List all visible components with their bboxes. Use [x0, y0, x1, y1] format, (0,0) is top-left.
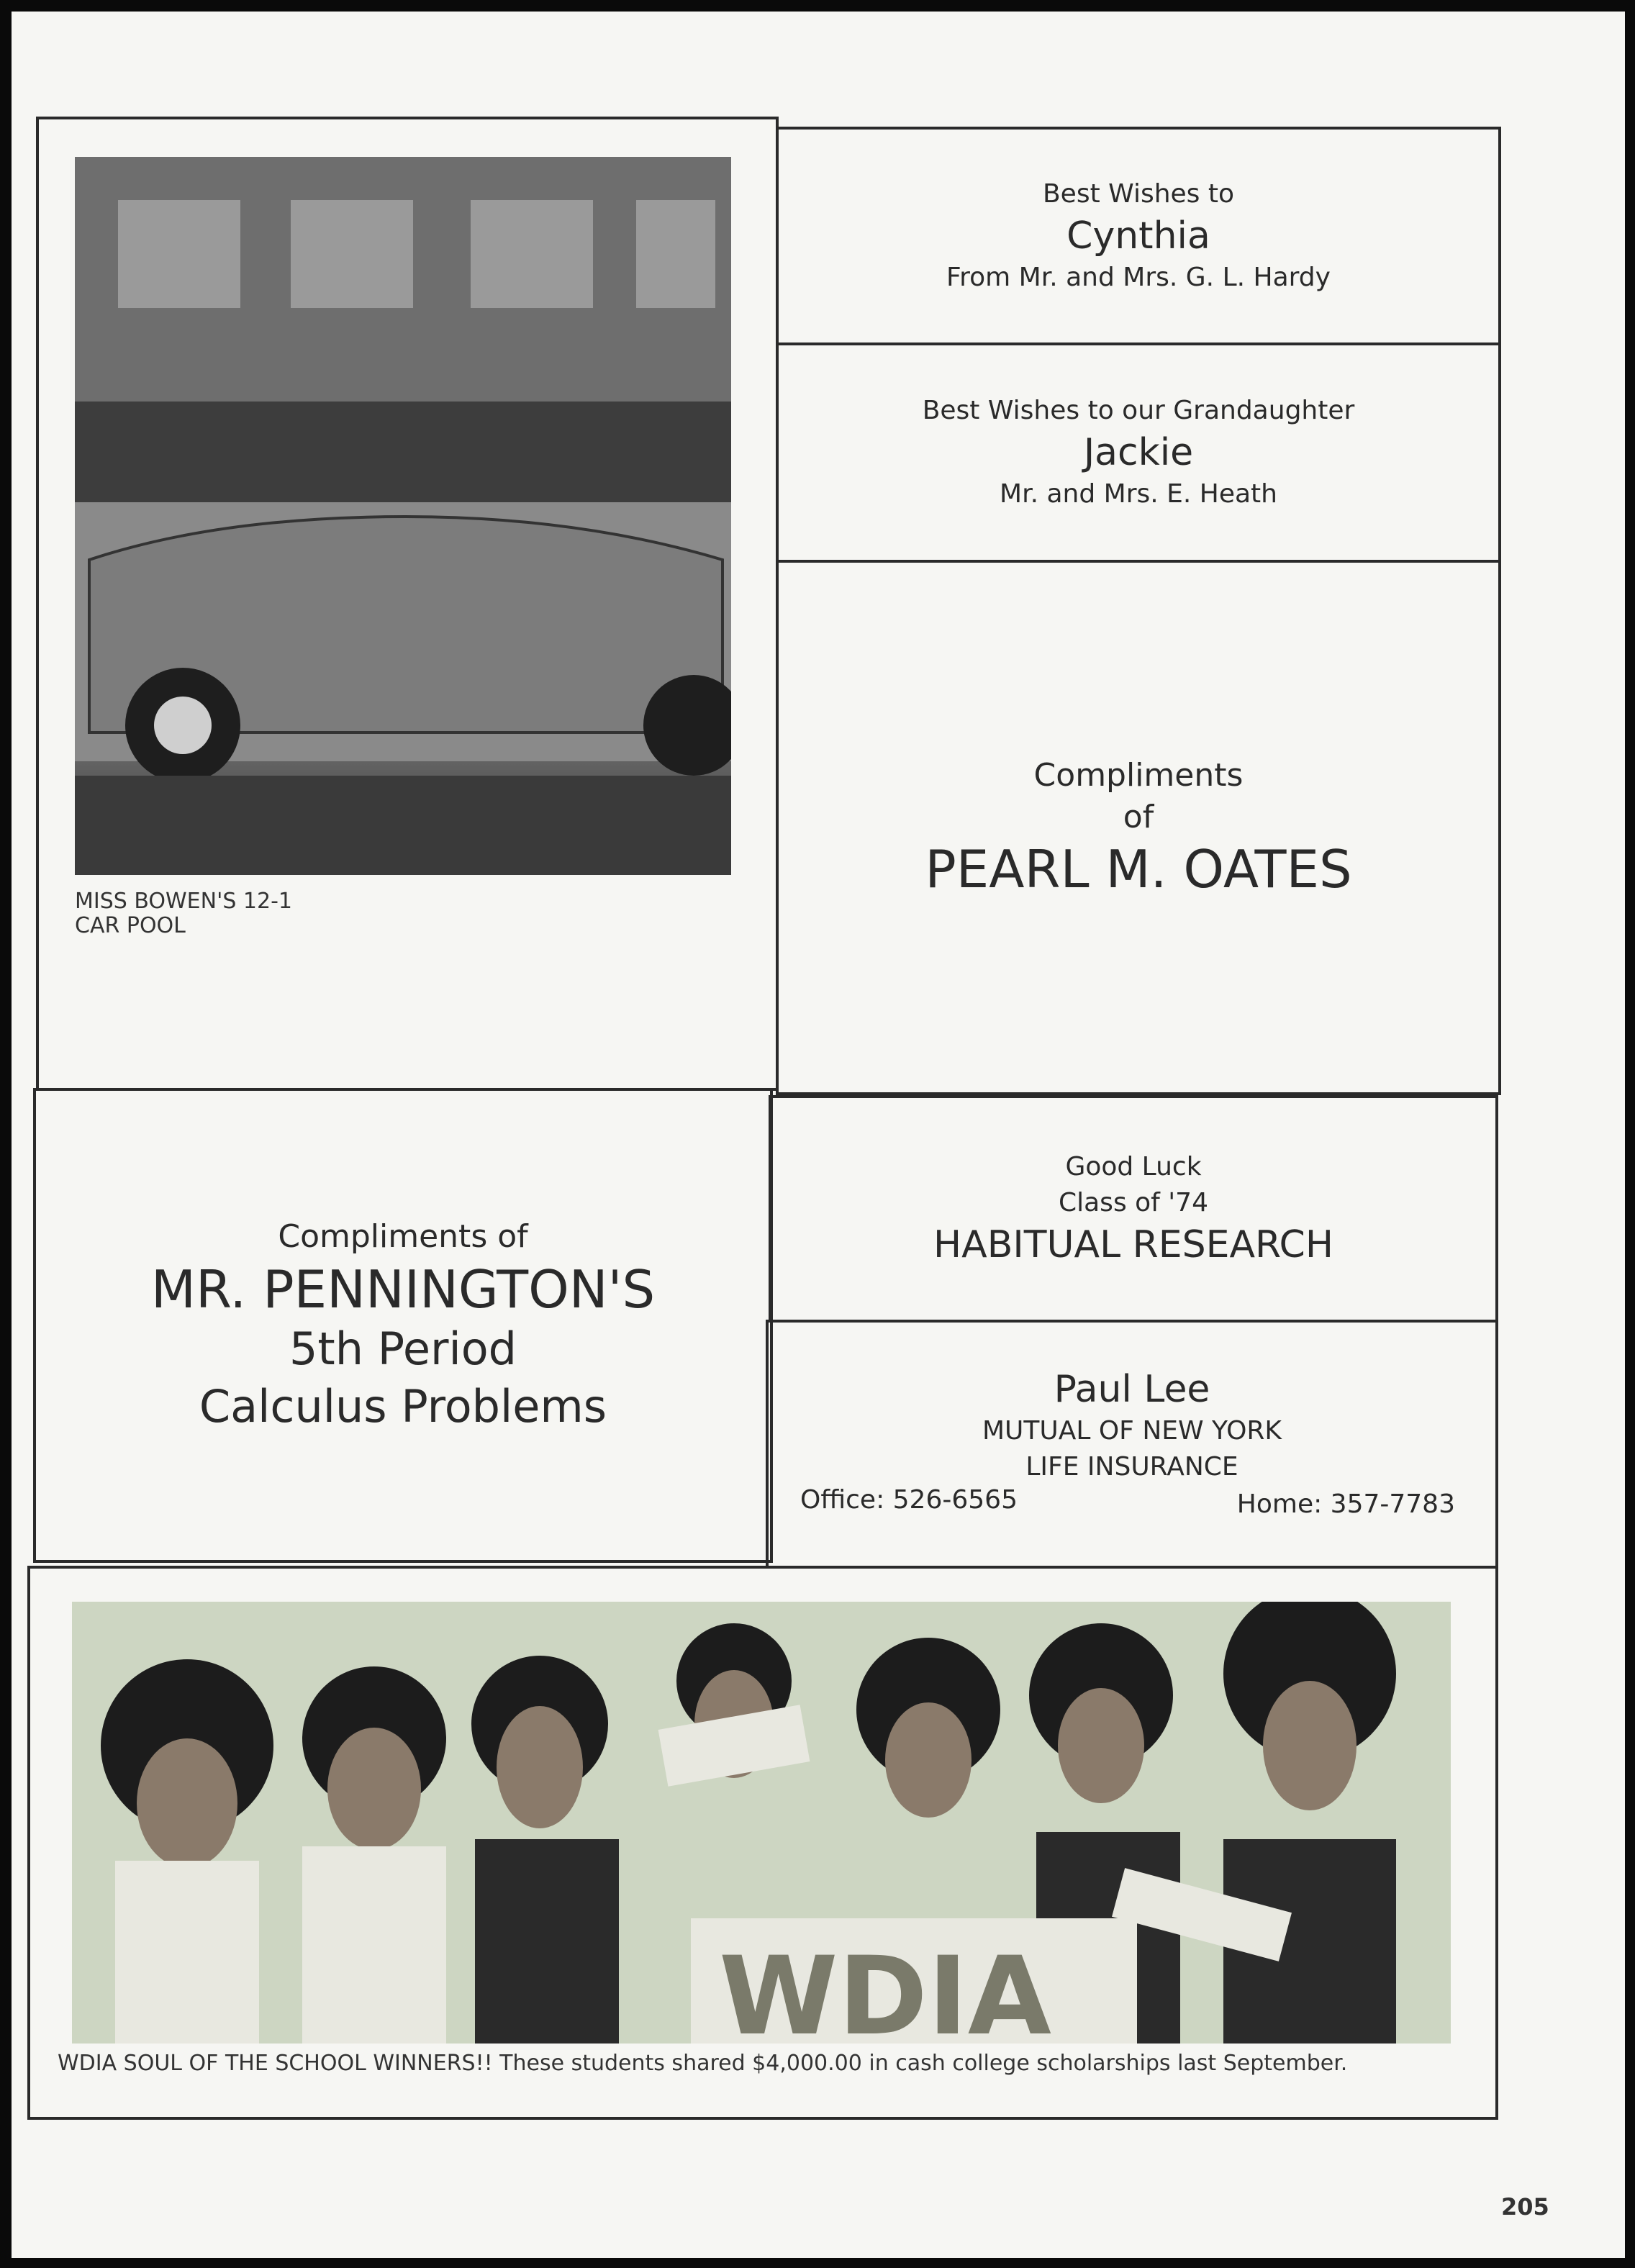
ad-habitual-line2: Class of '74: [1058, 1188, 1208, 1217]
ad-paul-lee-line1: MUTUAL OF NEW YORK: [982, 1416, 1282, 1446]
ad-paul-lee-home: Home: 357-7783: [1236, 1489, 1455, 1519]
ad-pennington: [33, 1088, 773, 1563]
wdia-caption: WDIA SOUL OF THE SCHOOL WINNERS!! These students shared $4,000.00 in cash college scholarships last September.: [58, 2051, 1348, 2076]
caption-line-2: CAR POOL: [75, 913, 186, 938]
ad-pennington-line1: Compliments of: [278, 1218, 528, 1255]
ad-paul-lee-name: Paul Lee: [1054, 1368, 1210, 1411]
page-number: 205: [1501, 2193, 1549, 2221]
ad-paul-lee-line2: LIFE INSURANCE: [1025, 1452, 1238, 1482]
car-pool-caption: [75, 889, 292, 938]
caption-line-1: MISS BOWEN'S 12-1: [75, 889, 292, 914]
ad-oates-line1: Compliments: [1033, 757, 1244, 794]
car-pool-photo: [75, 157, 731, 875]
ad-cynthia: [776, 127, 1501, 345]
yearbook-page: [12, 12, 1625, 2258]
ad-habitual-name: HABITUAL RESEARCH: [933, 1223, 1333, 1266]
ad-paul-lee-office: Office: 526-6565: [800, 1485, 1018, 1515]
ad-pennington-line4: Calculus Problems: [199, 1380, 607, 1433]
ad-cynthia-from: From Mr. and Mrs. G. L. Hardy: [946, 263, 1331, 292]
ad-paul-lee: [766, 1320, 1498, 1569]
ad-cynthia-line1: Best Wishes to: [1042, 179, 1235, 209]
ad-cynthia-name: Cynthia: [1066, 214, 1210, 258]
ad-jackie: [776, 343, 1501, 563]
ad-oates-line2: of: [1123, 799, 1154, 835]
ad-habitual-line1: Good Luck: [1065, 1152, 1202, 1181]
ad-pennington-line2: MR. PENNINGTON'S: [150, 1259, 656, 1320]
ad-pearl-oates: [776, 560, 1501, 1095]
wdia-banner-text: WDIA: [719, 1934, 1051, 2044]
ad-habitual-research: [769, 1095, 1498, 1323]
ad-jackie-from: Mr. and Mrs. E. Heath: [1000, 479, 1277, 509]
ad-jackie-name: Jackie: [1083, 431, 1194, 474]
car-pool-photo-box: [36, 117, 779, 1091]
ad-oates-name: PEARL M. OATES: [925, 839, 1352, 899]
ad-pennington-line3: 5th Period: [289, 1323, 517, 1375]
ad-jackie-line1: Best Wishes to our Grandaughter: [922, 396, 1355, 425]
wdia-winners-photo: [72, 1602, 1451, 2044]
wdia-winners-box: [27, 1566, 1498, 2120]
